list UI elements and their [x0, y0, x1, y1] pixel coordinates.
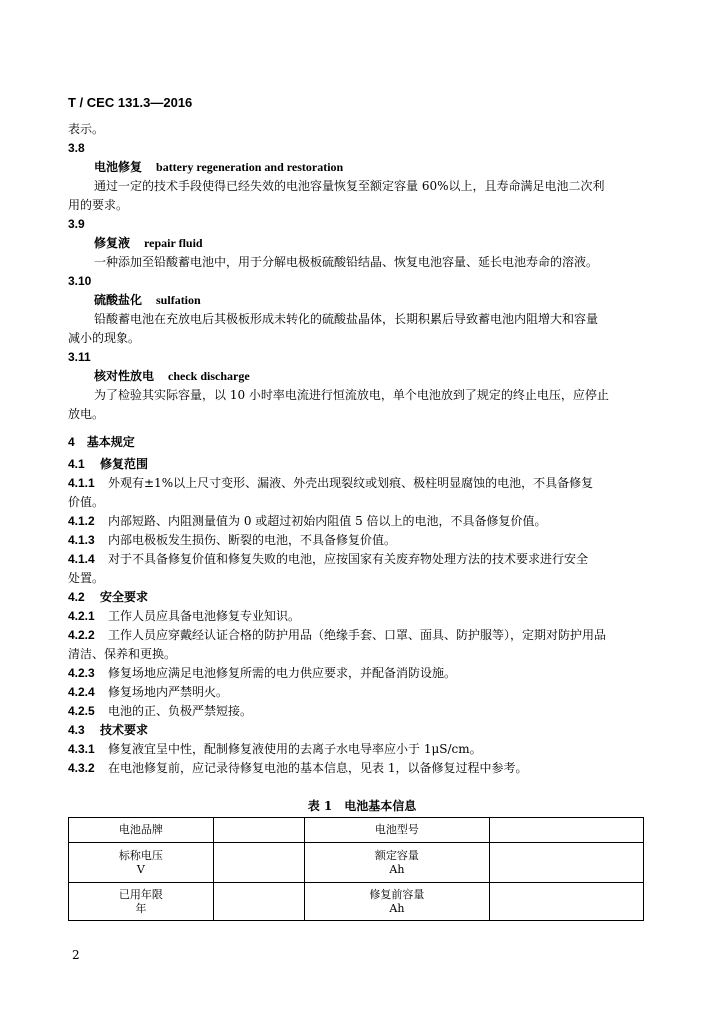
clause-number: 4.2.5: [68, 704, 95, 718]
clause-number: 4.2.4: [68, 685, 95, 699]
clause-text-cont: 清洁、保养和更换。: [68, 647, 177, 661]
clause-text: 修复场地应满足电池修复所需的电力供应要求，并配备消防设施。: [108, 666, 457, 680]
term-definition-cont: 放电。: [68, 407, 105, 421]
subsection-4-2-heading: [68, 588, 644, 607]
section-title: 基本规定: [86, 435, 135, 449]
clause-4-2-5: [68, 702, 644, 721]
clause-text: 在电池修复前，应记录待修复电池的基本信息，见表 1，以备修复过程中参考。: [108, 761, 528, 775]
term-number: 3.11: [68, 350, 91, 364]
term-title: [68, 234, 644, 253]
clause-4-1-3: [68, 531, 644, 550]
term-title: [68, 158, 644, 177]
cell-unit: V: [136, 862, 145, 876]
table-title: 表 1 电池基本信息: [307, 799, 417, 813]
clause-number: 4.2.3: [68, 666, 95, 680]
term-definition: 一种添加至铅酸蓄电池中，用于分解电极板硫酸铅结晶、恢复电池容量、延长电池寿命的溶液。: [94, 255, 599, 269]
table-row: [69, 843, 644, 883]
battery-info-table: [68, 817, 644, 921]
term-zh: 修复液: [94, 236, 131, 250]
clause-number: 4.1.1: [68, 476, 95, 490]
term-3-11: [68, 348, 644, 424]
table-label-cell: [69, 883, 214, 921]
table-value-cell[interactable]: [213, 818, 304, 843]
cell-label: 电池型号: [374, 823, 419, 836]
term-number: 3.10: [68, 274, 92, 288]
cell-unit: Ah: [389, 901, 405, 915]
clause-number: 4.2.2: [68, 628, 95, 642]
clause-text-cont: 价值。: [68, 495, 105, 509]
table-label-cell: [304, 883, 490, 921]
clause-number: 4.1.2: [68, 514, 95, 528]
clause-number: 4.1.3: [68, 533, 95, 547]
clause-4-2-4: [68, 683, 644, 702]
term-en: battery regeneration and restoration: [156, 160, 344, 174]
subsection-number: 4.1: [68, 457, 85, 471]
clause-text: 外观有±1%以上尺寸变形、漏液、外壳出现裂纹或划痕、极柱明显腐蚀的电池，不具备修复: [108, 476, 594, 490]
subsection-title: 修复范围: [100, 457, 149, 471]
clause-number: 4.1.4: [68, 552, 95, 566]
subsection-4-1-heading: [68, 455, 644, 474]
clause-text: 工作人员应穿戴经认证合格的防护用品（绝缘手套、口罩、面具、防护服等），定期对防护用品: [108, 628, 607, 642]
term-zh: 核对性放电: [94, 369, 155, 383]
clause-4-2-1: [68, 607, 644, 626]
main-content: [68, 120, 644, 778]
section-4-heading: [68, 433, 644, 452]
table-value-cell[interactable]: [213, 843, 304, 883]
table-value-cell[interactable]: [490, 843, 644, 883]
continuation-text: 表示。: [68, 122, 105, 136]
clause-4-1-1: [68, 474, 644, 493]
clause-number: 4.3.2: [68, 761, 95, 775]
cell-label: 额定容量: [374, 848, 419, 862]
subsection-title: 技术要求: [100, 723, 149, 737]
subsection-4-3-heading: [68, 721, 644, 740]
clause-text: 工作人员应具备电池修复专业知识。: [108, 609, 301, 623]
clause-text: 修复液宜呈中性，配制修复液使用的去离子水电导率应小于 1μS/cm。: [108, 742, 482, 756]
table-label-cell: [69, 843, 214, 883]
table-value-cell[interactable]: [490, 883, 644, 921]
cell-unit: Ah: [389, 862, 405, 876]
clause-number: 4.3.1: [68, 742, 95, 756]
cell-label: 电池品牌: [118, 823, 163, 836]
term-title: [68, 291, 644, 310]
standard-code: T / CEC 131.3—2016: [68, 95, 193, 110]
term-title: [68, 367, 644, 386]
term-number: 3.9: [68, 217, 85, 231]
clause-4-3-1: [68, 740, 644, 759]
clause-4-2-3: [68, 664, 644, 683]
clause-text: 对于不具备修复价值和修复失败的电池，应按国家有关废弃物处理方法的技术要求进行安全: [108, 552, 589, 566]
subsection-title: 安全要求: [100, 590, 149, 604]
table-value-cell[interactable]: [490, 818, 644, 843]
table-value-cell[interactable]: [213, 883, 304, 921]
term-definition: 为了检验其实际容量，以 10 小时率电流进行恒流放电，单个电池放到了规定的终止电压，应停止: [94, 388, 609, 402]
term-3-8: [68, 139, 644, 215]
table-label-cell: [304, 818, 490, 843]
term-number: 3.8: [68, 141, 85, 155]
table-row: [69, 883, 644, 921]
cell-label: 修复前容量: [369, 887, 425, 901]
table-label-cell: [69, 818, 214, 843]
clause-4-1-2: [68, 512, 644, 531]
clause-text-cont: 处置。: [68, 571, 105, 585]
term-en: check discharge: [168, 369, 250, 383]
term-en: repair fluid: [144, 236, 203, 250]
subsection-number: 4.2: [68, 590, 85, 604]
term-definition: 铅酸蓄电池在充放电后其极板形成未转化的硫酸盐晶体，长期积累后导致蓄电池内阻增大和容量: [94, 312, 599, 326]
term-3-9: [68, 215, 644, 272]
clause-text: 电池的正、负极严禁短接。: [108, 704, 253, 718]
clause-text: 修复场地内严禁明火。: [108, 685, 229, 699]
term-definition-cont: 减小的现象。: [68, 331, 141, 345]
term-zh: 电池修复: [94, 160, 143, 174]
term-definition-cont: 用的要求。: [68, 198, 129, 212]
term-3-10: [68, 272, 644, 348]
clause-text: 内部电极板发生损伤、断裂的电池，不具备修复价值。: [108, 533, 397, 547]
table-row: [69, 818, 644, 843]
term-zh: 硫酸盐化: [94, 293, 143, 307]
term-definition: 通过一定的技术手段使得已经失效的电池容量恢复至额定容量 60%以上，且寿命满足电池二次利: [94, 179, 605, 193]
clause-4-3-2: [68, 759, 644, 778]
cell-label: 标称电压: [118, 848, 163, 862]
subsection-number: 4.3: [68, 723, 85, 737]
section-number: 4: [68, 435, 75, 449]
clause-4-1-4: [68, 550, 644, 569]
clause-4-2-2: [68, 626, 644, 645]
table-label-cell: [304, 843, 490, 883]
cell-label: 已用年限: [118, 887, 163, 901]
clause-text: 内部短路、内阻测量值为 0 或超过初始内阻值 5 倍以上的电池，不具备修复价值。: [108, 514, 547, 528]
cell-unit: 年: [135, 901, 147, 915]
clause-number: 4.2.1: [68, 609, 95, 623]
term-en: sulfation: [156, 293, 201, 307]
page-number: 2: [72, 948, 80, 962]
